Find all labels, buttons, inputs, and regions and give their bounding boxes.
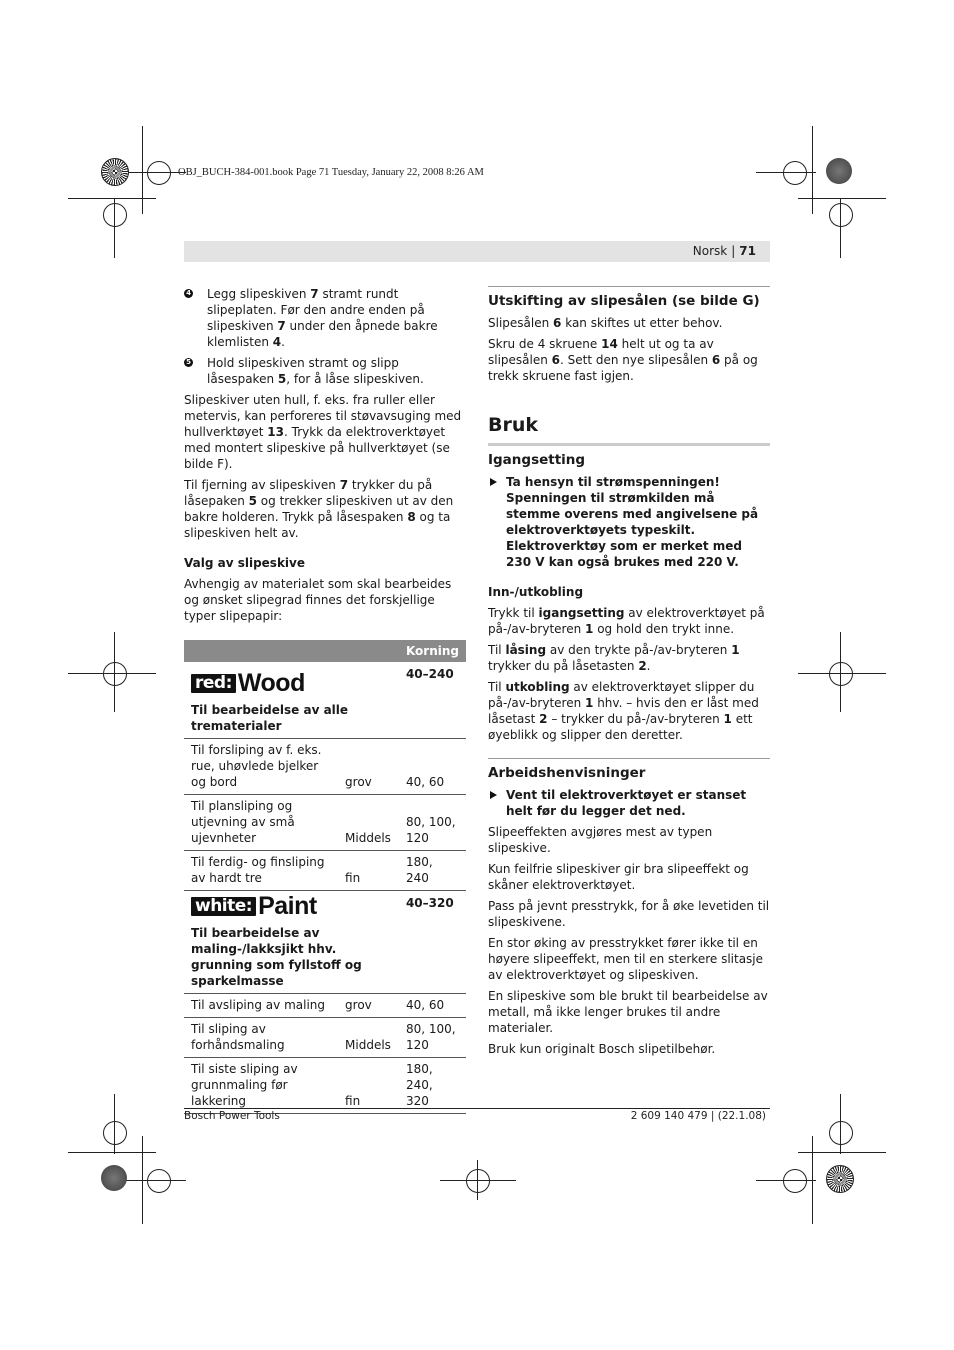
crosshair-icon xyxy=(103,1121,127,1145)
category-row-paint: white: Paint Til bearbeidelse av maling-/lakksjikt hhv. grunning som fyllstoff og sparkelmasse 40–320 xyxy=(184,891,466,994)
registration-disc-icon xyxy=(826,158,852,184)
footer-left: Bosch Power Tools xyxy=(184,1110,280,1122)
paragraph: Bruk kun originalt Bosch slipetilbehør. xyxy=(488,1042,716,1056)
category-row-wood: red: Wood Til bearbeidelse av alle trematerialer 40–240 xyxy=(184,662,466,739)
table-row: Til avsliping av maling grov 40, 60 xyxy=(184,994,466,1018)
warning-item: Vent til elektroverktøyet er stanset helt før du legger det ned. xyxy=(488,787,770,819)
print-slug: OBJ_BUCH-384-001.book Page 71 Tuesday, January 22, 2008 8:26 AM xyxy=(178,167,484,178)
footer-right: 2 609 140 479 | (22.1.08) xyxy=(630,1110,766,1122)
header-language: Norsk xyxy=(692,244,728,258)
paragraph: Trykk til igangsetting av elektroverktøyet på på-/av-bryteren 1 og hold den trykt inne. xyxy=(488,606,765,636)
table-row: Til plansliping og utjevning av små ujevnheter Middels 80, 100, 120 xyxy=(184,795,466,851)
crosshair-icon xyxy=(466,1169,490,1193)
arrow-right-icon xyxy=(490,478,497,486)
column-header-grit: Korning xyxy=(399,640,466,662)
registration-disc-icon xyxy=(826,1165,854,1193)
heading-bruk: Bruk xyxy=(488,414,539,436)
crosshair-icon xyxy=(103,203,127,227)
heading-igangsetting: Igangsetting xyxy=(488,452,586,468)
paragraph: Avhengig av materialet som skal bearbeides og ønsket slipegrad finnes det forskjellige typer slipepapir: xyxy=(184,577,452,623)
subheading: Inn-/utkobling xyxy=(488,585,584,599)
crosshair-icon xyxy=(829,203,853,227)
step-4: 4 Legg slipeskiven 7 stramt rundt slipeplaten. Før den andre enden på slipeskiven 7 under den åpnede bakre klemlisten 4. xyxy=(184,286,466,350)
paragraph: Skru de 4 skruene 14 helt ut og ta av slipesålen 6. Sett den nye slipesålen 6 på og trekk skruene fast igjen. xyxy=(488,337,758,383)
crosshair-icon xyxy=(783,161,807,185)
paragraph: Til fjerning av slipeskiven 7 trykker du på låsepaken 5 og trekker slipeskiven ut av den bakre holderen. Trykk på låsespaken 8 og ta slipeskiven helt av. xyxy=(184,478,454,540)
paragraph: Til utkobling av elektroverktøyet slipper du på-/av-bryteren 1 hhv. – hvis den er låst med låsetast 2 – trykker du på-/av-bryteren 1 ett øyeblikk og slipper den deretter. xyxy=(488,680,759,742)
heading-utskifting: Utskifting av slipesålen (se bilde G) xyxy=(488,286,770,309)
table-row: Til siste sliping av grunnmaling før lakkering fin 180, 240, 320 xyxy=(184,1058,466,1114)
subheading: Valg av slipeskive xyxy=(184,556,306,570)
crosshair-icon xyxy=(147,1169,171,1193)
paragraph: Slipesålen 6 kan skiftes ut etter behov. xyxy=(488,316,723,330)
crosshair-icon xyxy=(829,662,853,686)
registration-disc-icon xyxy=(101,158,129,186)
step-number: 4 xyxy=(184,289,193,298)
left-column xyxy=(184,286,466,1114)
paragraph: En slipeskive som ble brukt til bearbeidelse av metall, må ikke lenger brukes til andre materialer. xyxy=(488,989,768,1035)
right-column xyxy=(488,286,770,1062)
paragraph: Kun feilfrie slipeskiver gir bra slipeeffekt og skåner elektroverktøyet. xyxy=(488,862,749,892)
step-5: 5 Hold slipeskiven stramt og slipp låsespaken 5, for å låse slipeskiven. xyxy=(184,355,466,387)
paragraph: Slipeeffekten avgjøres mest av typen slipeskive. xyxy=(488,825,713,855)
table-row: Til ferdig- og finsliping av hardt tre fin 180, 240 xyxy=(184,851,466,891)
whitepaint-logo: white: Paint xyxy=(191,895,392,917)
crosshair-icon xyxy=(147,161,171,185)
paragraph: Til låsing av den trykte på-/av-bryteren 1 trykker du på låsetasten 2. xyxy=(488,643,740,673)
paragraph: Slipeskiver uten hull, f. eks. fra ruller eller metervis, kan perforeres til støvavsuging med hullverktøyet 13. Trykk da elektroverktøyet med montert slipeskive på hullverktøyet (se bilde F). xyxy=(184,393,462,471)
table-header-row xyxy=(184,640,466,662)
registration-disc-icon xyxy=(101,1165,127,1191)
paragraph: Pass på jevnt presstrykk, for å øke levetiden til slipeskivene. xyxy=(488,899,770,929)
grit-table xyxy=(184,640,466,1114)
paragraph: En stor øking av presstrykket fører ikke til en høyere slipeeffekt, men til en sterkere slitasje av elektroverktøyet og slipeskiven. xyxy=(488,936,764,982)
footer-rule xyxy=(184,1108,770,1109)
warning-item: Ta hensyn til strømspenningen! Spenningen til strømkilden må stemme overens med angivelsene på elektroverktøyets typeskilt. Elektroverktøy som er merket med 230 V kan også brukes med 220 V. xyxy=(488,474,770,570)
page-number: 71 xyxy=(739,244,756,258)
crosshair-icon xyxy=(783,1169,807,1193)
crosshair-icon xyxy=(829,1121,853,1145)
table-row: Til sliping av forhåndsmaling Middels 80, 100, 120 xyxy=(184,1018,466,1058)
table-row: Til forsliping av f. eks. rue, uhøvlede bjelker og bord grov 40, 60 xyxy=(184,739,466,795)
redwood-logo: red: Wood xyxy=(191,672,392,694)
step-number: 5 xyxy=(184,358,193,367)
crosshair-icon xyxy=(103,662,127,686)
arrow-right-icon xyxy=(490,791,497,799)
heading-arbeidshenvisninger: Arbeidshenvisninger xyxy=(488,758,770,781)
page-header: Norsk | 71 xyxy=(184,241,770,262)
